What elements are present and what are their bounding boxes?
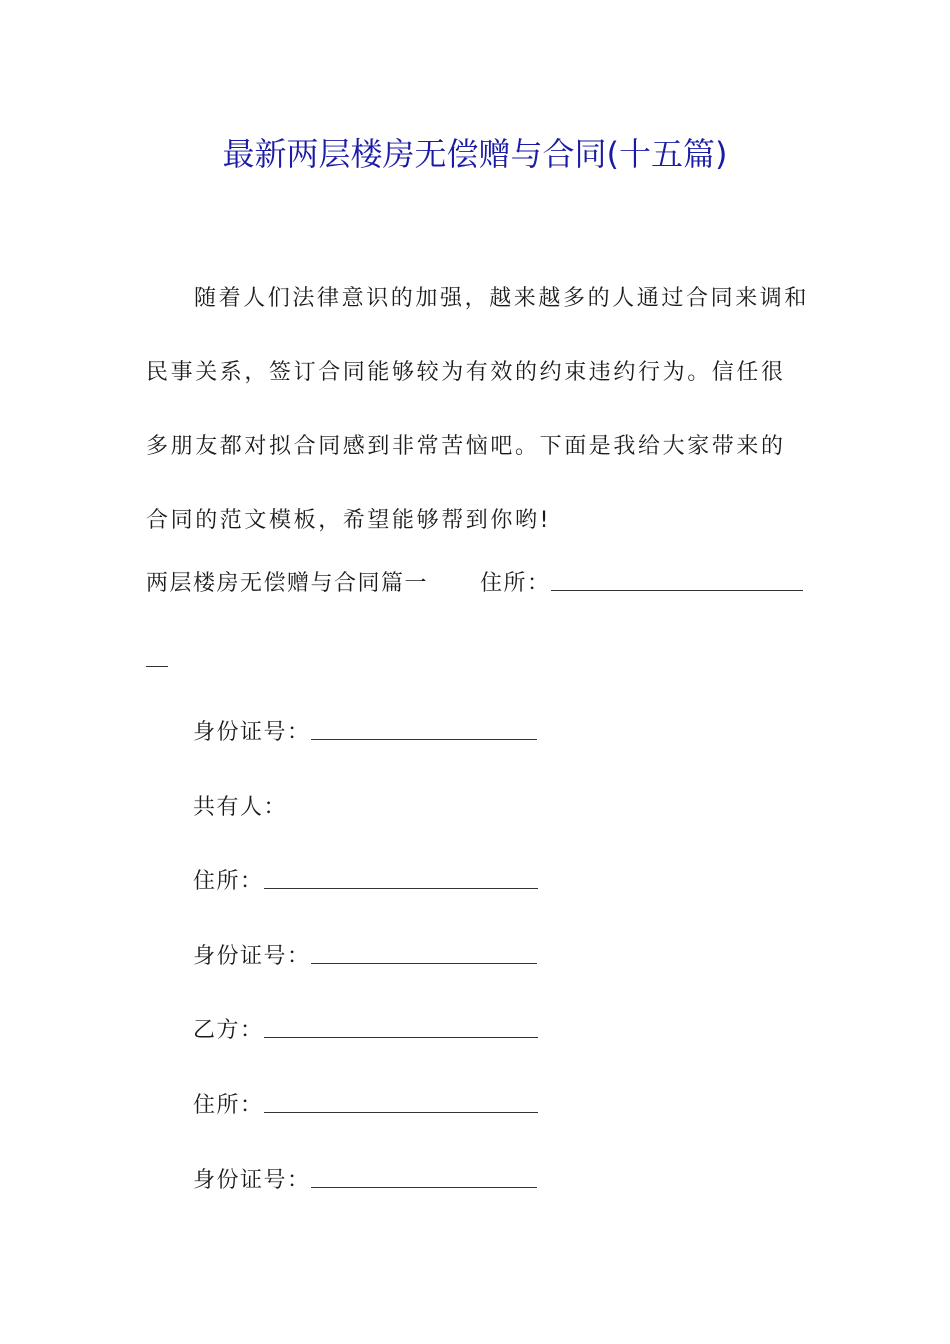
field-label-address: 住所： [480, 571, 551, 596]
field-id-number [193, 711, 537, 755]
field-label: 身份证号： [193, 1168, 311, 1193]
field-id-number [193, 935, 537, 979]
field-co-owner [193, 786, 287, 830]
field-label: 身份证号： [193, 720, 311, 745]
field-id-number [193, 1159, 537, 1203]
field-address [193, 1084, 538, 1128]
field-blank [264, 860, 538, 889]
field-blank [311, 1159, 537, 1188]
field-label: 共有人： [193, 795, 288, 820]
field-blank [311, 935, 537, 964]
field-address [193, 860, 538, 904]
field-label: 乙方： [193, 1018, 264, 1043]
section-heading: 两层楼房无偿赠与合同篇一 [146, 571, 429, 596]
field-label: 住所： [193, 869, 264, 894]
field-party-b [193, 1009, 538, 1053]
field-blank [264, 1084, 538, 1113]
field-label: 住所： [193, 1093, 264, 1118]
document-title: 最新两层楼房无偿赠与合同(十五篇) [222, 135, 728, 173]
field-blank [264, 1009, 538, 1038]
section-heading-line [146, 562, 803, 606]
address-blank-continuation [146, 666, 168, 667]
intro-paragraph: 随着人们法律意识的加强，越来越多的人通过合同来调和民事关系，签订合同能够较为有效的约束违约行为。信任很多朋友都对拟合同感到非常苦恼吧。下面是我给大家带来的合同的范文模板，希望能够帮到你哟! [146, 286, 810, 533]
field-blank [311, 711, 537, 740]
field-label: 身份证号： [193, 944, 311, 969]
address-blank [551, 562, 803, 591]
